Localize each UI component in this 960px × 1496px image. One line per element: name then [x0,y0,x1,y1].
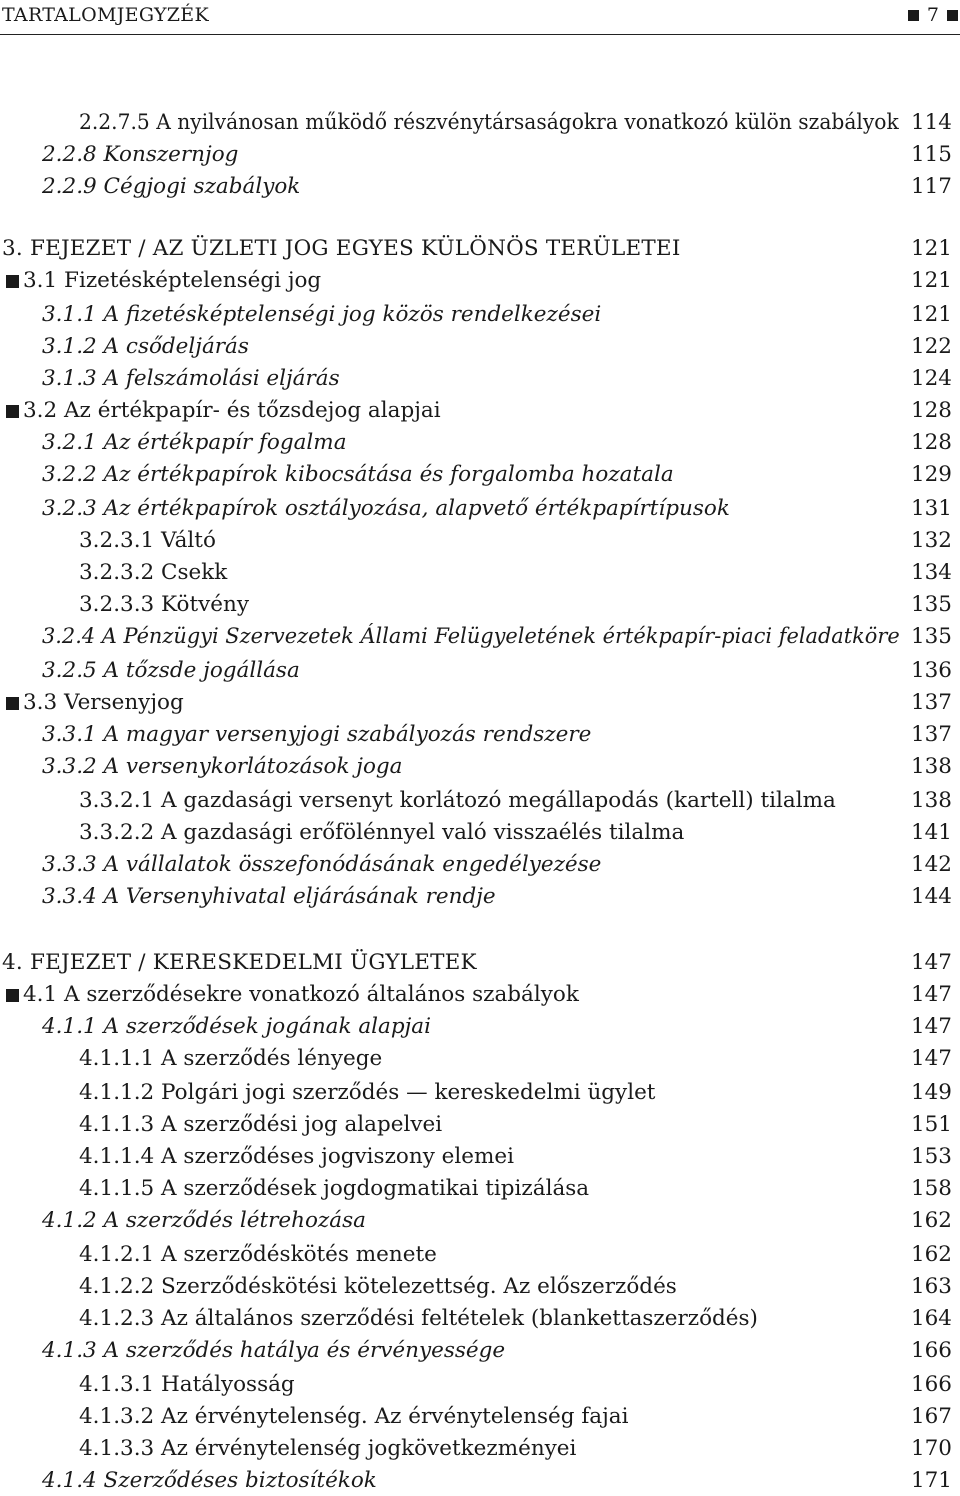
toc-entry[interactable] [0,752,956,782]
toc-entry-page-number: 132 [910,528,952,553]
toc-entry-page-number: 151 [910,1112,952,1137]
toc-entry-page-number: 147 [910,982,952,1007]
toc-entry-title: 4.1.3.2 Az érvénytelenség. Az érvénytelenség fajai [79,1404,629,1429]
toc-entry-page-number: 121 [910,236,952,261]
toc-entry-page-number: 144 [910,884,952,909]
toc-entry-title: 3.2.3.3 Kötvény [79,592,249,617]
toc-entry-title: 4.1.1.3 A szerződési jog alapelvei [79,1112,443,1137]
toc-entry-title: 3.2.1 Az értékpapír fogalma [42,430,347,455]
toc-entry[interactable] [0,300,956,330]
toc-entry-title: 3.2 Az értékpapír- és tőzsdejog alapjai [23,398,441,423]
toc-entry-title: 3.2.5 A tőzsde jogállása [42,658,300,683]
toc-entry-title: 3.1.1 A fizetésképtelenségi jog közös rendelkezései [42,302,602,327]
toc-entry-page-number: 115 [910,142,952,167]
toc-entry[interactable] [0,140,956,170]
toc-entry[interactable] [0,1272,956,1302]
toc-entry-page-number: 137 [910,690,952,715]
toc-entry-title: 2.2.8 Konszernjog [42,142,239,167]
toc-entry-page-number: 135 [910,624,952,649]
toc-entry-page-number: 166 [910,1372,952,1397]
toc-entry-title: 3.2.3.2 Csekk [79,560,228,585]
toc-entry-title: 3.3.2.1 A gazdasági versenyt korlátozó megállapodás (kartell) tilalma [79,788,836,813]
header-page-number: 7 [926,4,939,26]
toc-entry-page-number: 147 [910,1046,952,1071]
header-title: TARTALOMJEGYZÉK [2,4,209,26]
toc-entry[interactable] [0,526,956,556]
toc-entry[interactable] [0,1370,956,1400]
toc-entry-title: 4.1.1.2 Polgári jogi szerződés — kereskedelmi ügylet [79,1080,656,1105]
toc-entry[interactable] [0,622,956,652]
toc-entry-page-number: 117 [910,174,952,199]
toc-entry[interactable] [0,720,956,750]
toc-entry-title: 3.1.3 A felszámolási eljárás [42,366,340,391]
toc-entry[interactable] [0,688,956,718]
toc-entry-title: 3.3.4 A Versenyhivatal eljárásának rendje [42,884,496,909]
running-header [0,0,960,35]
toc-entry[interactable] [0,1142,956,1172]
toc-entry-title: 3.2.3 Az értékpapírok osztályozása, alapvető értékpapírtípusok [42,496,730,521]
toc-entry-page-number: 162 [910,1208,952,1233]
toc-entry[interactable] [0,172,956,202]
toc-entry-title: 4.1.3.3 Az érvénytelenség jogkövetkezményei [79,1436,577,1461]
toc-entry[interactable] [0,266,956,296]
square-bullet-icon [6,697,19,710]
toc-entry-page-number: 128 [910,398,952,423]
toc-entry-page-number: 141 [910,820,952,845]
toc-entry[interactable] [0,460,956,490]
toc-entry-page-number: 164 [910,1306,952,1331]
toc-entry-page-number: 128 [910,430,952,455]
toc-entry-title: 4.1 A szerződésekre vonatkozó általános szabályok [23,982,579,1007]
toc-entry-page-number: 129 [910,462,952,487]
toc-entry-page-number: 153 [910,1144,952,1169]
toc-entry[interactable] [0,786,956,816]
toc-entry-page-number: 158 [910,1176,952,1201]
toc-entry-title: 3.2.3.1 Váltó [79,528,216,553]
chapter-title: 4. FEJEZET / KERESKEDELMI ÜGYLETEK [2,950,477,975]
toc-entry-title: 4.1.1.4 A szerződéses jogviszony elemei [79,1144,514,1169]
toc-entry-title: 3.1.2 A csődeljárás [42,334,249,359]
toc-entry-page-number: 124 [910,366,952,391]
toc-entry[interactable] [0,1402,956,1432]
header-page-number-group [908,4,958,26]
square-bullet-icon [947,10,958,21]
toc-entry-title: 2.2.9 Cégjogi szabályok [42,174,301,199]
toc-entry[interactable] [0,1304,956,1334]
toc-entry[interactable] [0,234,956,264]
toc-entry-page-number: 142 [910,852,952,877]
toc-entry-page-number: 167 [910,1404,952,1429]
toc-entry-page-number: 131 [910,496,952,521]
chapter-title: 3. FEJEZET / AZ ÜZLETI JOG EGYES KÜLÖNÖS TERÜLETEI [2,236,681,261]
toc-entry-title: 4.1.1 A szerződések jogának alapjai [42,1014,431,1039]
toc-entry-title: 3.3 Versenyjog [23,690,184,715]
toc-entry[interactable] [0,590,956,620]
toc-entry[interactable] [0,1044,956,1074]
toc-entry-page-number: 170 [910,1436,952,1461]
toc-entry-title: 3.2.4 A Pénzügyi Szervezetek Állami Felügyeletének értékpapír-piaci feladatköre [42,624,900,649]
toc-entry-title: 4.1.1.5 A szerződések jogdogmatikai tipizálása [79,1176,590,1201]
toc-entry-page-number: 147 [910,1014,952,1039]
toc-entry-page-number: 138 [910,788,952,813]
toc-entry-title: 4.1.3 A szerződés hatálya és érvényessége [42,1338,506,1363]
toc-entry[interactable] [0,1174,956,1204]
toc-entry[interactable] [0,656,956,686]
toc-entry[interactable] [0,364,956,394]
toc-entry-title: 4.1.2.1 A szerződéskötés menete [79,1242,437,1267]
toc-entry-page-number: 121 [910,302,952,327]
toc-entry[interactable] [0,428,956,458]
toc-entry-page-number: 147 [910,950,952,975]
toc-entry-page-number: 134 [910,560,952,585]
toc-entry[interactable] [0,1206,956,1236]
toc-entry-page-number: 122 [910,334,952,359]
toc-entry-title: 3.3.2.2 A gazdasági erőfölénnyel való visszaélés tilalma [79,820,685,845]
toc-entry-page-number: 114 [910,110,952,135]
toc-entry[interactable] [0,980,956,1010]
toc-entry-title: 4.1.3.1 Hatályosság [79,1372,295,1397]
toc-entry[interactable] [0,494,956,524]
toc-entry-title: 3.2.2 Az értékpapírok kibocsátása és forgalomba hozatala [42,462,674,487]
toc-entry[interactable] [0,1012,956,1042]
toc-entry-title: 4.1.1.1 A szerződés lényege [79,1046,383,1071]
toc-entry[interactable] [0,1336,956,1366]
toc-entry-page-number: 121 [910,268,952,293]
toc-entry[interactable] [0,882,956,912]
toc-entry-title: 3.3.3 A vállalatok összefonódásának engedélyezése [42,852,602,877]
toc-entry-page-number: 138 [910,754,952,779]
toc-entry[interactable] [0,1434,956,1464]
toc-entry-title: 2.2.7.5 A nyilvánosan működő részvénytársaságokra vonatkozó külön szabályok [79,110,899,135]
toc-entry[interactable] [0,108,956,138]
toc-entry[interactable] [0,850,956,880]
toc-entry-page-number: 163 [910,1274,952,1299]
toc-entry-page-number: 171 [910,1468,952,1493]
toc-entry[interactable] [0,818,956,848]
toc-entry-page-number: 149 [910,1080,952,1105]
toc-entry[interactable] [0,1110,956,1140]
toc-entry-title: 3.3.1 A magyar versenyjogi szabályozás rendszere [42,722,592,747]
square-bullet-icon [6,405,19,418]
toc-entry-page-number: 162 [910,1242,952,1267]
toc-entry[interactable] [0,948,956,978]
toc-entry-page-number: 166 [910,1338,952,1363]
toc-entry-title: 4.1.2.2 Szerződéskötési kötelezettség. Az előszerződés [79,1274,677,1299]
toc-entry-title: 4.1.2 A szerződés létrehozása [42,1208,366,1233]
toc-entry-title: 3.1 Fizetésképtelenségi jog [23,268,322,293]
toc-entry-title: 4.1.2.3 Az általános szerződési feltételek (blankettaszerződés) [79,1306,758,1331]
toc-entry[interactable] [0,1240,956,1270]
toc-entry[interactable] [0,396,956,426]
square-bullet-icon [908,10,919,21]
toc-entry-title: 3.3.2 A versenykorlátozások joga [42,754,403,779]
toc-entry[interactable] [0,332,956,362]
toc-entry[interactable] [0,1466,956,1496]
square-bullet-icon [6,275,19,288]
toc-entry-page-number: 136 [910,658,952,683]
toc-entry-page-number: 135 [910,592,952,617]
square-bullet-icon [6,989,19,1002]
toc-entry-title: 4.1.4 Szerződéses biztosítékok [42,1468,377,1493]
toc-entry[interactable] [0,1078,956,1108]
toc-entry-page-number: 137 [910,722,952,747]
toc-entry[interactable] [0,558,956,588]
